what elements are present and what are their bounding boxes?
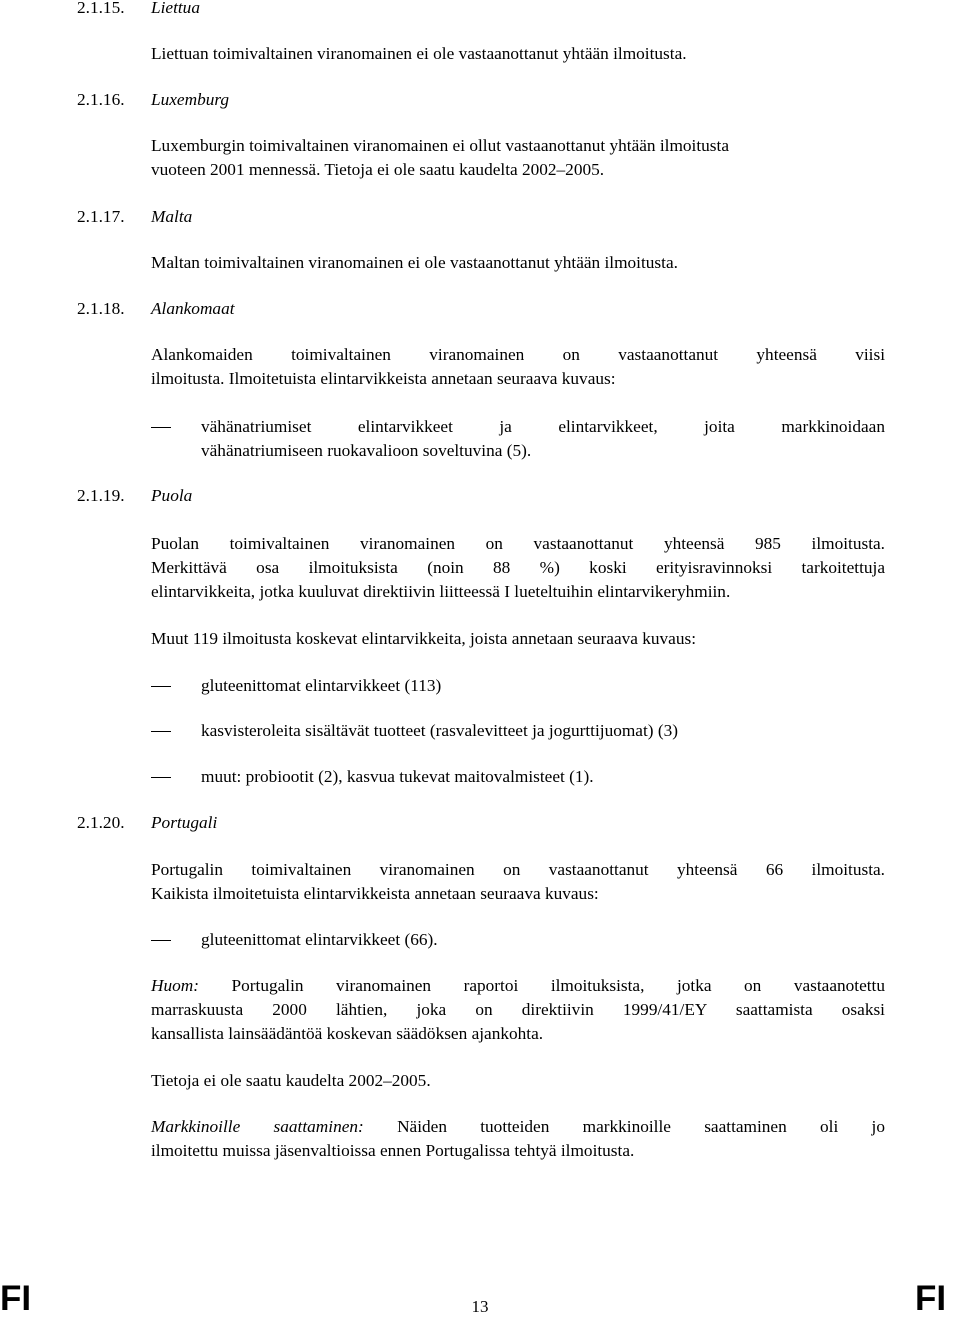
- section-title-puola: Puola: [151, 486, 193, 505]
- section-title-liettua: Liettua: [151, 0, 200, 17]
- paragraph-line: elintarvikkeita, jotka kuuluvat direktiivin liitteessä I lueteltuihin elintarvikeryhmiin.: [151, 582, 731, 601]
- note-line: kansallista lainsäädäntöä koskevan säädöksen ajankohta.: [151, 1024, 544, 1043]
- paragraph-line: vuoteen 2001 mennessä. Tietoja ei ole saatu kaudelta 2002–2005.: [151, 160, 605, 179]
- section-title-malta: Malta: [151, 207, 193, 226]
- market-line: [151, 1115, 885, 1139]
- paragraph-line: ilmoitusta. Ilmoitetuista elintarvikkeista annetaan seuraava kuvaus:: [151, 369, 616, 388]
- bullet-dash: [151, 427, 171, 428]
- paragraph-line: Alankomaiden toimivaltainen viranomainen on vastaanottanut yhteensä viisi: [151, 345, 885, 364]
- section-number: 2.1.19.: [77, 486, 125, 505]
- paragraph: Liettuan toimivaltainen viranomainen ei ole vastaanottanut yhtään ilmoitusta.: [151, 44, 687, 63]
- note-line: [151, 974, 885, 998]
- section-title-luxemburg: Luxemburg: [151, 90, 230, 109]
- market-label: Markkinoille saattaminen:: [151, 1117, 364, 1136]
- paragraph: Maltan toimivaltainen viranomainen ei ole vastaanottanut yhtään ilmoitusta.: [151, 253, 678, 272]
- section-number: 2.1.20.: [77, 813, 125, 832]
- paragraph-line: Puolan toimivaltainen viranomainen on vastaanottanut yhteensä 985 ilmoitusta.: [151, 534, 885, 553]
- paragraph-line: Kaikista ilmoitetuista elintarvikkeista annetaan seuraava kuvaus:: [151, 884, 599, 903]
- note-text: Portugalin viranomainen raportoi ilmoituksista, jotka on vastaanotettu: [231, 976, 885, 995]
- bullet-dash: [151, 777, 171, 778]
- footer-lang-left: FI: [0, 1279, 32, 1318]
- paragraph: Tietoja ei ole saatu kaudelta 2002–2005.: [151, 1071, 431, 1090]
- paragraph-line: Luxemburgin toimivaltainen viranomainen ei ollut vastaanottanut yhtään ilmoitusta: [151, 136, 729, 155]
- section-number: 2.1.15.: [77, 0, 125, 17]
- bullet-dash: [151, 731, 171, 732]
- page-number: 13: [471, 1297, 489, 1316]
- bullet-item: kasvisteroleita sisältävät tuotteet (rasvalevitteet ja jogurttijuomat) (3): [201, 721, 678, 740]
- bullet-item: gluteenittomat elintarvikkeet (113): [201, 676, 442, 695]
- bullet-line: vähänatriumiset elintarvikkeet ja elintarvikkeet, joita markkinoidaan: [201, 417, 885, 436]
- bullet-item: gluteenittomat elintarvikkeet (66).: [201, 930, 438, 949]
- market-line: ilmoitettu muissa jäsenvaltioissa ennen Portugalissa tehtyä ilmoitusta.: [151, 1141, 635, 1160]
- section-number: 2.1.18.: [77, 299, 125, 318]
- paragraph-line: Portugalin toimivaltainen viranomainen on vastaanottanut yhteensä 66 ilmoitusta.: [151, 860, 885, 879]
- bullet-line: vähänatriumiseen ruokavalioon soveltuvina (5).: [201, 441, 532, 460]
- section-title-alankomaat: Alankomaat: [151, 299, 235, 318]
- bullet-dash: [151, 686, 171, 687]
- paragraph: Muut 119 ilmoitusta koskevat elintarvikkeita, joista annetaan seuraava kuvaus:: [151, 629, 697, 648]
- paragraph-line: Merkittävä osa ilmoituksista (noin 88 %) koski erityisravinnoksi tarkoitettuja: [151, 558, 885, 577]
- section-number: 2.1.17.: [77, 207, 125, 226]
- footer-lang-right: FI: [915, 1279, 947, 1318]
- note-label: Huom:: [151, 976, 199, 995]
- section-title-portugali: Portugali: [151, 813, 218, 832]
- section-number: 2.1.16.: [77, 90, 125, 109]
- note-line: marraskuusta 2000 lähtien, joka on direktiivin 1999/41/EY saattamista osaksi: [151, 1000, 885, 1019]
- bullet-item: muut: probiootit (2), kasvua tukevat maitovalmisteet (1).: [201, 767, 594, 786]
- bullet-dash: [151, 940, 171, 941]
- market-text: Näiden tuotteiden markkinoille saattaminen oli jo: [397, 1117, 885, 1136]
